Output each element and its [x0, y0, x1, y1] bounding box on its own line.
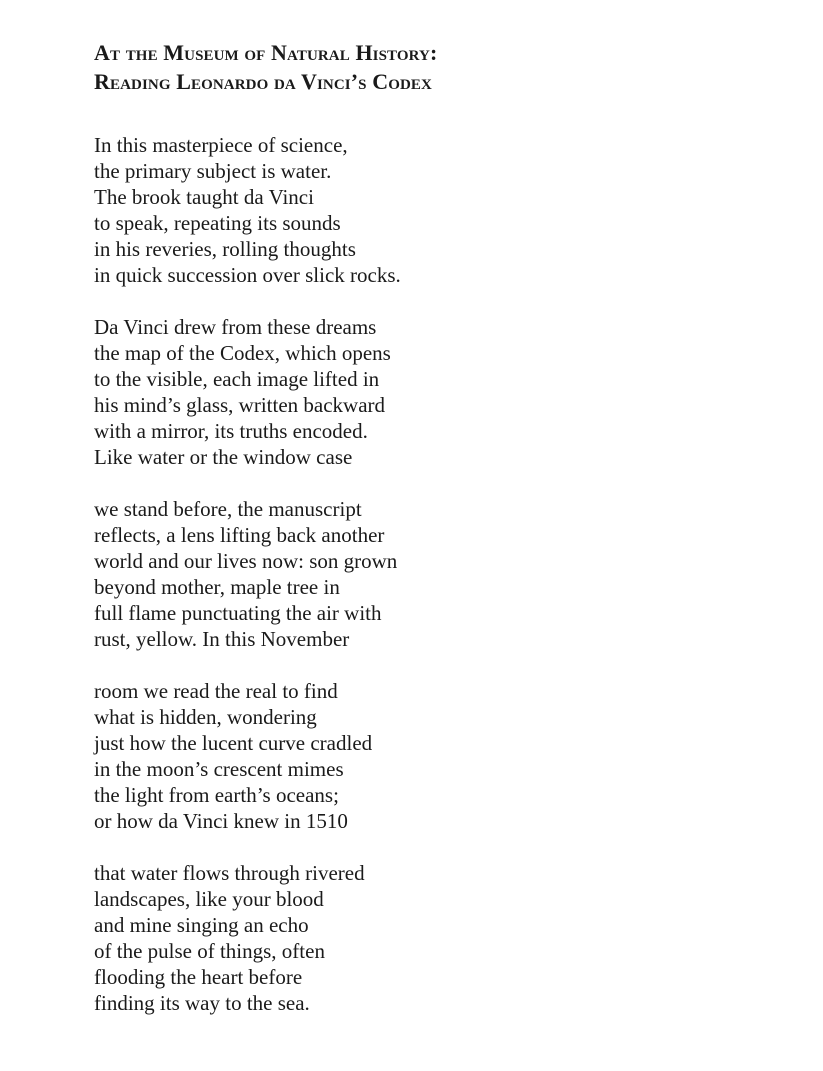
stanza-2	[94, 314, 734, 470]
poem-title-line: At the Museum of Natural History:	[94, 40, 438, 65]
poem-line: the light from earth’s oceans;	[94, 783, 339, 807]
poem-line: in his reveries, rolling thoughts	[94, 237, 356, 261]
poem-title	[94, 38, 734, 96]
poem-line: what is hidden, wondering	[94, 705, 317, 729]
poem-line: landscapes, like your blood	[94, 887, 324, 911]
poem-line: to speak, repeating its sounds	[94, 211, 341, 235]
poem-line: Like water or the window case	[94, 445, 353, 469]
poem-line: with a mirror, its truths encoded.	[94, 419, 368, 443]
stanza-1	[94, 132, 734, 288]
poem-line: finding its way to the sea.	[94, 991, 310, 1015]
poem-title-line: Reading Leonardo da Vinci’s Codex	[94, 69, 432, 94]
poem-line: and mine singing an echo	[94, 913, 309, 937]
poem-line: room we read the real to find	[94, 679, 338, 703]
poem-line: to the visible, each image lifted in	[94, 367, 380, 391]
stanza-3	[94, 496, 734, 652]
poem-line: world and our lives now: son grown	[94, 549, 398, 573]
poem-line: The brook taught da Vinci	[94, 185, 314, 209]
poem-line: rust, yellow. In this November	[94, 627, 350, 651]
poem-line: reflects, a lens lifting back another	[94, 523, 385, 547]
poem-line: flooding the heart before	[94, 965, 303, 989]
poem-line: In this masterpiece of science,	[94, 133, 348, 157]
poem-page	[94, 38, 734, 1042]
poem-line: in the moon’s crescent mimes	[94, 757, 344, 781]
poem-line: just how the lucent curve cradled	[94, 731, 373, 755]
poem-line: we stand before, the manuscript	[94, 497, 362, 521]
stanza-4	[94, 678, 734, 834]
poem-body	[94, 132, 734, 1016]
stanza-5	[94, 860, 734, 1016]
poem-line: that water flows through rivered	[94, 861, 365, 885]
poem-line: the primary subject is water.	[94, 159, 332, 183]
poem-line: of the pulse of things, often	[94, 939, 325, 963]
poem-line: full flame punctuating the air with	[94, 601, 382, 625]
poem-line: his mind’s glass, written backward	[94, 393, 386, 417]
poem-line: Da Vinci drew from these dreams	[94, 315, 377, 339]
poem-line: the map of the Codex, which opens	[94, 341, 391, 365]
poem-line: or how da Vinci knew in 1510	[94, 809, 348, 833]
poem-line: in quick succession over slick rocks.	[94, 263, 401, 287]
poem-line: beyond mother, maple tree in	[94, 575, 340, 599]
